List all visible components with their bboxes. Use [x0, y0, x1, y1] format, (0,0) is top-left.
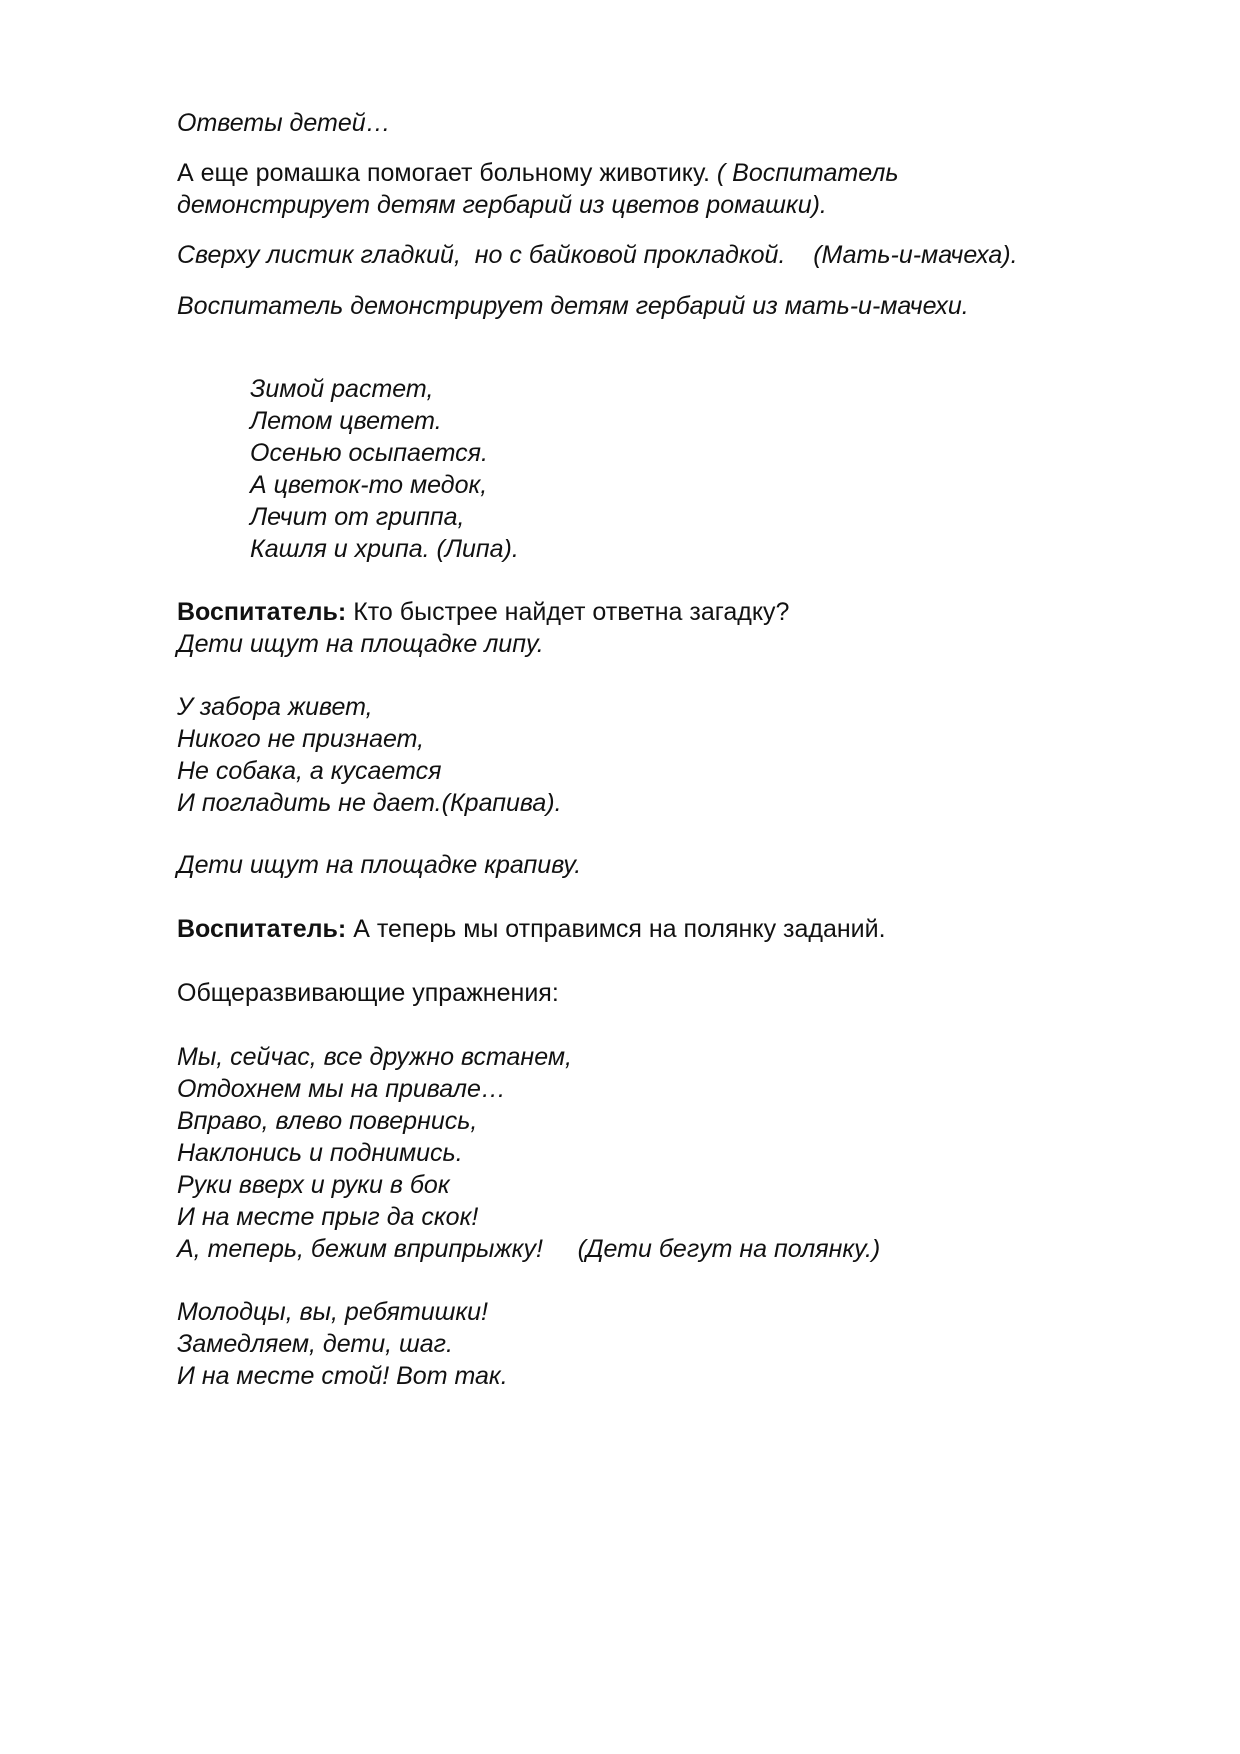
- children-search-nettle: Дети ищут на площадке крапиву.: [177, 851, 582, 879]
- coltsfoot-riddle: Сверху листик гладкий, но с байковой прокладкой. (Мать-и-мачеха).: [177, 241, 1018, 269]
- exercise-poem-line: Наклонись и поднимись.: [177, 1139, 463, 1167]
- answers-line: Ответы детей…: [177, 109, 391, 137]
- chamomile-note-start: ( Воспитатель: [716, 159, 899, 187]
- exercise-poem-line: Отдохнем мы на привале…: [177, 1075, 506, 1103]
- riddle-nettle-line: Никого не признает,: [177, 725, 425, 753]
- teacher-instruction-line: [177, 914, 886, 944]
- children-search-linden: Дети ищут на площадке липу.: [177, 630, 544, 658]
- teacher-question-line: [177, 597, 789, 627]
- closing-poem-line: Молодцы, вы, ребятишки!: [177, 1298, 488, 1326]
- exercise-poem-line: Руки вверх и руки в бок: [177, 1171, 450, 1199]
- riddle-linden-line: Зимой растет,: [250, 375, 434, 403]
- chamomile-text: А еще ромашка помогает больному животику.: [177, 159, 717, 187]
- riddle-linden-line: Летом цветет.: [250, 407, 442, 435]
- riddle-nettle-line: И погладить не дает.(Крапива).: [177, 789, 562, 817]
- closing-poem-line: И на месте стой! Вот так.: [177, 1362, 508, 1390]
- exercise-poem-line: Вправо, влево повернись,: [177, 1107, 478, 1135]
- exercise-poem-line: Мы, сейчас, все дружно встанем,: [177, 1043, 572, 1071]
- exercise-poem-line: А, теперь, бежим вприпрыжку! (Дети бегут на полянку.): [177, 1235, 881, 1263]
- exercise-poem-line: И на месте прыг да скок!: [177, 1203, 479, 1231]
- teacher-speaker-label: Воспитатель:: [177, 915, 347, 943]
- chamomile-note-end: демонстрирует детям гербарий из цветов ромашки).: [177, 191, 827, 219]
- riddle-linden-line: А цветок-то медок,: [250, 471, 488, 499]
- coltsfoot-herbarium-note: Воспитатель демонстрирует детям гербарий из мать-и-мачехи.: [177, 292, 969, 320]
- teacher-speaker-label: Воспитатель:: [177, 598, 347, 626]
- riddle-linden-line: Кашля и хрипа. (Липа).: [250, 535, 519, 563]
- riddle-linden-line: Осенью осыпается.: [250, 439, 488, 467]
- riddle-nettle-line: Не собака, а кусается: [177, 757, 442, 785]
- teacher-question-text: Кто быстрее найдет ответна загадку?: [346, 598, 790, 626]
- riddle-nettle-line: У забора живет,: [177, 693, 373, 721]
- chamomile-paragraph-line1: [177, 158, 899, 188]
- teacher-instruction-text: А теперь мы отправимся на полянку заданий.: [346, 915, 886, 943]
- riddle-linden-line: Лечит от гриппа,: [250, 503, 465, 531]
- exercises-heading: Общеразвивающие упражнения:: [177, 979, 559, 1007]
- closing-poem-line: Замедляем, дети, шаг.: [177, 1330, 453, 1358]
